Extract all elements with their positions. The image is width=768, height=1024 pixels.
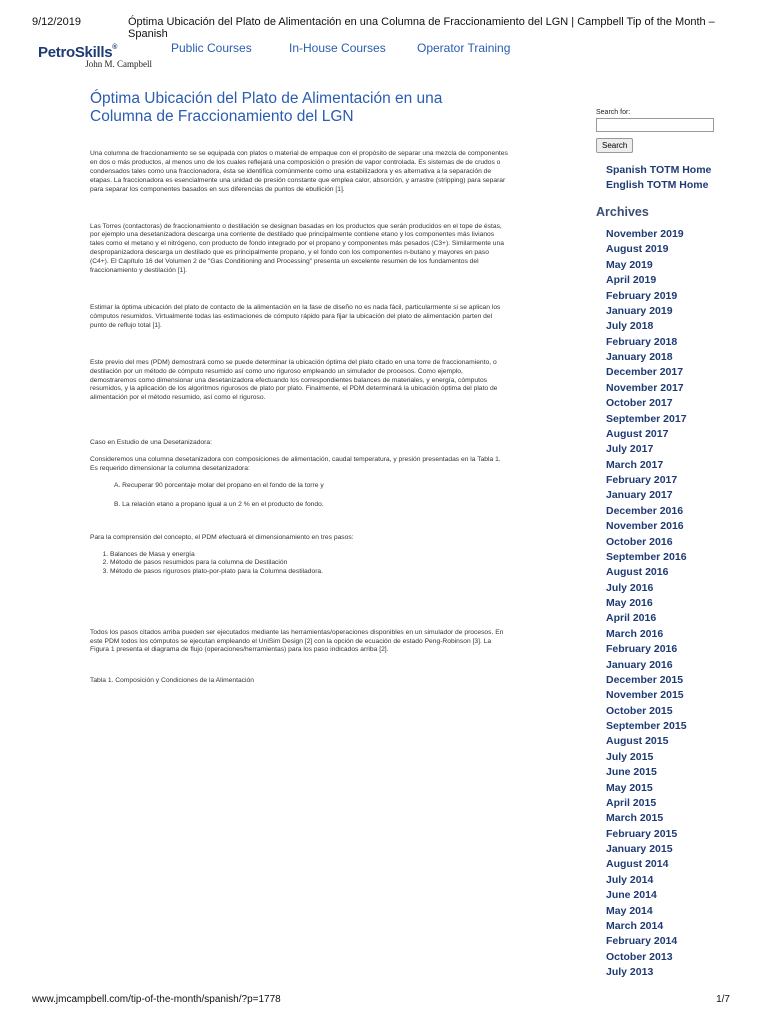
archive-link[interactable]: June 2014 [606,889,657,902]
archive-link[interactable]: July 2015 [606,750,654,763]
print-page-number: 1/7 [716,994,730,1005]
search-input[interactable] [596,118,714,132]
step-item: 1. Balances de Masa y energía [110,551,508,560]
archive-link[interactable]: February 2016 [606,643,678,656]
archive-link[interactable]: February 2019 [606,289,678,302]
paragraph-4: Este previo del mes (PDM) demostrará como se puede determinar la ubicación óptima del plato citado en una torre de fraccionamiento, o destilación por un método de cómputo resumido así como uno riguroso empleando un simulador de procesos. Como ejemplo, demostraremos como dimensionar una desetanizadora efectuando los correspondientes balances de materiales, y energía, cómputos resumidos, y la aplicación de los algoritmos rigurosos de plato por plato. Finalmente, el PDM determinará la ubicación óptima del plato de alimentación por el método resumido, así como el riguroso. [90,358,498,402]
requirement-b: B. La relación etano a propano igual a un 2 % en el producto de fondo. [114,500,324,508]
archive-link[interactable]: February 2017 [606,474,678,486]
nav-operator-training[interactable]: Operator Training [417,41,511,55]
archive-link[interactable]: December 2015 [606,673,684,686]
archive-link[interactable]: March 2014 [606,919,664,932]
archive-link[interactable]: August 2017 [606,427,669,440]
paragraph-7: Todos los pasos citados arriba pueden ser ejecutados mediante las herramientas/operaciones disponibles en un simulador de procesos. En este PDM todos los cómputos se ejecutan empleando el UniSim Design [2] con la opción de ecuación de estado Peng-Robinson [3]. La Figura 1 presenta el diagrama de flujo (operaciones/herramientas) para los paso indicados arriba [2]. [90,628,504,654]
article [90,90,508,694]
nav-in-house-courses[interactable]: In-House Courses [289,41,386,55]
archive-link[interactable]: September 2017 [606,412,687,425]
step-item: 2. Método de pasos resumidos para la columna de Destilación [110,559,508,568]
print-footer [32,994,730,1005]
archive-link[interactable]: January 2018 [606,351,673,363]
archive-link[interactable]: February 2014 [606,935,678,948]
archive-link[interactable]: September 2016 [606,550,687,563]
archive-link[interactable]: March 2017 [606,458,664,471]
archive-link[interactable]: April 2019 [606,274,657,287]
search-label: Search for: [596,109,631,116]
archive-link[interactable]: August 2014 [606,858,669,871]
archive-link[interactable]: January 2015 [606,843,673,855]
print-header [32,16,748,40]
archive-link[interactable]: March 2016 [606,627,664,640]
archive-link[interactable]: October 2017 [606,397,673,410]
table-caption: Tabla 1. Composición y Condiciones de la Alimentación [90,677,254,685]
archives-list [596,227,726,980]
archive-link[interactable]: October 2015 [606,704,673,717]
step-item: 3. Método de pasos rigurosos plato-por-plato para la Columna destiladora. [110,568,508,577]
archive-link[interactable]: July 2013 [606,966,654,978]
archive-link[interactable]: July 2018 [606,320,654,333]
archive-link[interactable]: November 2019 [606,228,684,240]
logo-tm: ® [112,44,118,51]
article-title: Óptima Ubicación del Plato de Alimentación en una Columna de Fraccionamiento del LGN [90,90,443,125]
archive-link[interactable]: February 2018 [606,335,678,348]
case-study-title: Caso en Estudio de una Desetanizadora: [90,439,212,447]
search-button[interactable]: Search [596,138,633,153]
totm-links [606,163,726,193]
archive-link[interactable]: November 2016 [606,520,684,533]
archive-link[interactable]: May 2014 [606,904,653,917]
petroskills-logo[interactable] [38,44,152,69]
link-english-totm-home[interactable]: English TOTM Home [606,179,709,191]
archive-link[interactable]: August 2015 [606,735,669,748]
archive-link[interactable]: March 2015 [606,812,664,825]
archive-link[interactable]: July 2017 [606,443,654,456]
link-spanish-totm-home[interactable]: Spanish TOTM Home [606,164,712,176]
archive-link[interactable]: November 2017 [606,381,684,394]
archive-link[interactable]: November 2015 [606,689,684,702]
archive-link[interactable]: October 2016 [606,535,673,548]
archive-link[interactable]: April 2016 [606,612,657,625]
archive-link[interactable]: January 2016 [606,658,673,671]
steps-list [90,551,508,577]
archive-link[interactable]: May 2016 [606,597,653,609]
archive-link[interactable]: August 2019 [606,243,669,256]
archive-link[interactable]: December 2016 [606,504,684,517]
archive-link[interactable]: August 2016 [606,566,669,579]
logo-sub: John M. Campbell [85,59,152,69]
archive-link[interactable]: January 2017 [606,489,673,502]
paragraph-1: Una columna de fraccionamiento se se equipada con platos o material de empaque con el propósito de separar una mezcla de componentes en dos o más productos, al menos uno de los cuales reflejará una composición o presión de vapor controlada. Es sistemas de de crudos o condensados tales como una fraccionadora, ésta se identifica comúnmente como una estabilizadora y es alternativa a la separación de etapas. La fraccionadora es esencialmente una unidad de presión constante que emplea calor, absorción, y arrastre (stripping) para separar para separar los componentes basados en sus diferencias de puntos de ebullición [1]. [90,150,508,193]
archive-link[interactable]: October 2013 [606,950,673,963]
archive-link[interactable]: July 2016 [606,581,654,594]
archive-link[interactable]: May 2019 [606,258,653,271]
print-date: 9/12/2019 [32,16,81,28]
archive-link[interactable]: April 2015 [606,796,657,809]
archives-heading: Archives [596,205,649,219]
archive-link[interactable]: May 2015 [606,781,653,794]
logo-brand: PetroSkills [38,44,113,61]
nav-public-courses[interactable]: Public Courses [171,41,252,55]
print-title: Óptima Ubicación del Plato de Alimentación en una Columna de Fraccionamiento del LGN | Campbell Tip of the Month – Spanish [128,16,715,40]
archive-link[interactable]: July 2014 [606,873,654,886]
paragraph-3: Estimar la óptima ubicación del plato de contacto de la alimentación en la fase de diseño no es nada fácil, particularmente si se aplican los cómputos resumidos. Virtualmente todas las estimaciones de cómputo rápido para fijar la ubicación del plato de alimentación parten del punto de reflujo total [1]. [90,303,501,329]
print-url: www.jmcampbell.com/tip-of-the-month/spanish/?p=1778 [32,994,281,1005]
sidebar [596,109,726,980]
paragraph-6: Para la comprensión del concepto, el PDM efectuará el dimensionamiento en tres pasos: [90,533,354,541]
archive-link[interactable]: January 2019 [606,304,673,317]
archive-link[interactable]: February 2015 [606,827,678,840]
archive-link[interactable]: September 2015 [606,720,687,732]
requirement-a: A. Recuperar 90 porcentaje molar del propano en el fondo de la torre y [114,481,324,489]
top-nav [171,41,510,55]
requirements-list [114,482,508,508]
paragraph-2: Las Torres (contactoras) de fraccionamiento o destilación se designan basadas en los productos que serán producidos en el tope de éstas, por ejemplo una desetanizadora descarga una corriente de destilado que principalmente contiene etano y los componentes más livianos tales como el metano y el nitrógeno, con producto de fondo integrado por el propano y componentes más pesados (C3+). Similarmente una despropanizadora descarga un destilado que es principalmente propano, y el fondo con los componentes n-butano y mayores en paso (C4+). El Capítulo 16 del Volumen 2 de "Gas Conditioning and Processing" presenta un excelente resumen de los fundamentos del fraccionamiento y destilación [1]. [90,222,504,275]
archive-link[interactable]: June 2015 [606,766,657,779]
archive-link[interactable]: December 2017 [606,366,684,379]
paragraph-5: Consideremos una columna desetanizadora con composiciones de alimentación, caudal temperatura, y presión presentadas en la Tabla 1. Es requerido dimensionar la columna desetanizadora: [90,456,501,473]
